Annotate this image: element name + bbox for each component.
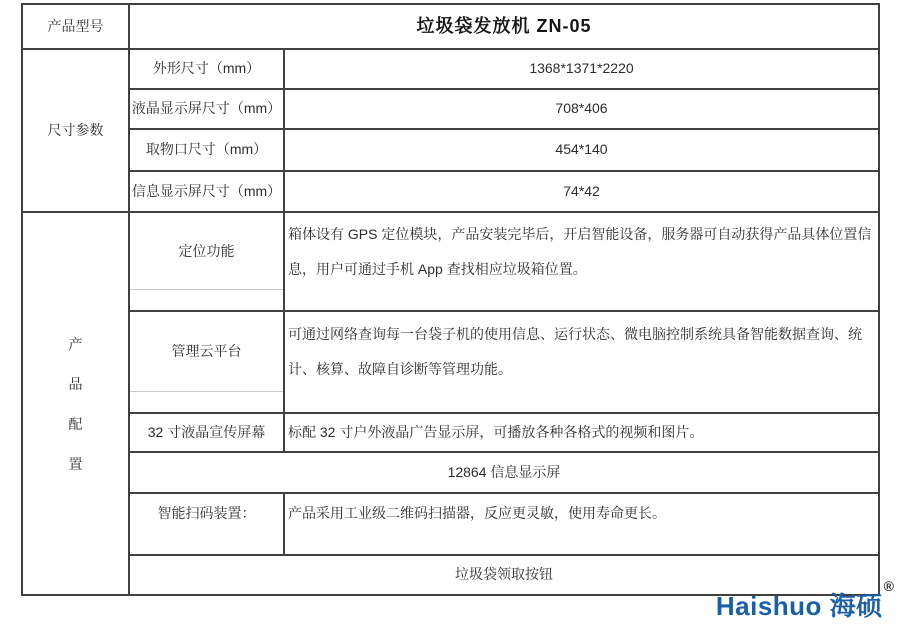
feature-bag-button-row: 垃圾袋领取按钮 (130, 556, 880, 596)
registered-trademark-icon: ® (883, 578, 894, 594)
feature-label-cloud-platform: 管理云平台 (130, 312, 285, 414)
model-label-cell: 产品型号 (23, 5, 130, 50)
size-row-value-outer-dimensions: 1368*1371*2220 (285, 50, 880, 90)
brand-logo (716, 579, 894, 621)
size-row-name-pickup-port: 取物口尺寸（mm） (130, 130, 285, 172)
feature-label-ad-screen: 32 寸液晶宣传屏幕 (130, 414, 285, 453)
feature-info-display-row: 12864 信息显示屏 (130, 453, 880, 494)
size-row-name-info-screen: 信息显示屏尺寸（mm） (130, 172, 285, 213)
config-label-char: 产 (68, 335, 83, 352)
size-section-label: 尺寸参数 (23, 50, 130, 213)
feature-label-scanner: 智能扫码装置： (130, 494, 285, 556)
feature-label-location: 定位功能 (130, 213, 285, 312)
size-row-value-pickup-port: 454*140 (285, 130, 880, 172)
feature-text-ad-screen: 标配 32 寸户外液晶广告显示屏，可播放各种各格式的视频和图片。 (285, 414, 880, 453)
feature-text-scanner: 产品采用工业级二维码扫描器，反应更灵敏，使用寿命更长。 (285, 494, 880, 556)
product-spec-table (21, 3, 880, 596)
config-label-char: 置 (68, 455, 83, 472)
size-row-name-outer-dimensions: 外形尺寸（mm） (130, 50, 285, 90)
size-row-name-lcd-screen: 液晶显示屏尺寸（mm） (130, 90, 285, 130)
config-label-char: 配 (68, 415, 83, 432)
feature-text-cloud-platform: 可通过网络查询每一台袋子机的使用信息、运行状态、微电脑控制系统具备智能数据查询、统计、核算、故障自诊断等管理功能。 (285, 312, 880, 414)
size-row-value-lcd-screen: 708*406 (285, 90, 880, 130)
config-label-char: 品 (68, 375, 83, 392)
product-title-cell: 垃圾袋发放机 ZN-05 (130, 5, 880, 50)
size-row-value-info-screen: 74*42 (285, 172, 880, 213)
feature-text-location: 箱体设有 GPS 定位模块，产品安装完毕后，开启智能设备，服务器可自动获得产品具体位置信息，用户可通过手机 App 查找相应垃圾箱位置。 (285, 213, 880, 312)
brand-wordmark: Haishuo 海硕 (715, 591, 883, 621)
config-section-label (23, 213, 130, 596)
